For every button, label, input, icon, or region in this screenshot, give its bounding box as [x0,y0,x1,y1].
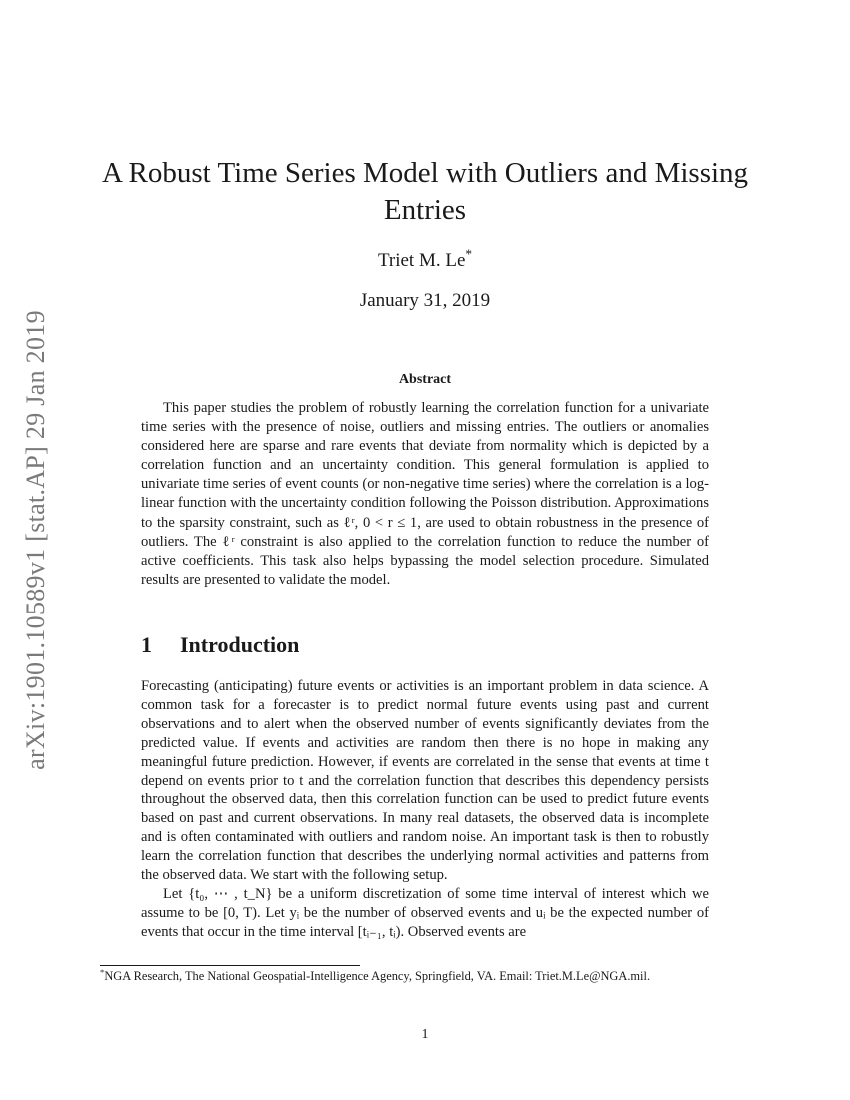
intro-paragraph-1: Forecasting (anticipating) future events or activities is an important problem in data science. A common task for a forecaster is to predict normal future events using past and current observations and to alert when the observed number of events significantly deviates from the predicted value. If events and activities are random then there is no hope in making any meaningful future prediction. However, if events are correlated in the sense that events at time t depend on events prior to t and the correlation function that describes this dependency persists throughout the observed data, then this correlation function can be used to predict future events based on past and current observations. In many real datasets, the observed data is incomplete and is often contaminated with outliers and random noise. An important task is then to robustly learn the correlation function that describes the underlying normal activities and patterns from the observed data. We start with the following setup. [141,678,709,884]
author-line [100,246,750,272]
abstract-body: This paper studies the problem of robustly learning the correlation function for a univariate time series with the presence of noise, outliers and missing entries. The outliers or anomalies considered here are sparse and rare events that deviate from normality which is depicted by a correlation function and an uncertainty condition. This general formulation is applied to univariate time series of event counts (or non-negative time series) where the correlation is a log-linear function with the uncertainty condition following the Poisson distribution. Approximations to the sparsity constraint, such as ℓʳ, 0 < r ≤ 1, are used to obtain robustness in the presence of outliers. The ℓʳ constraint is also applied to the correlation function to reduce the number of active coefficients. This task also helps bypassing the model selection procedure. Simulated results are presented to validate the model. [141,400,709,588]
footnote-text: NGA Research, The National Geospatial-Intelligence Agency, Springfield, VA. Email: Triet.M.Le@NGA.mil. [104,969,651,983]
footnote-mark: * [100,966,105,977]
section-heading [141,632,709,658]
introduction-body [141,677,709,942]
intro-paragraph-2: Let {t₀, ⋯ , t_N} be a uniform discretization of some time interval of interest which we assume to be [0, T). Let yᵢ be the number of observed events and uᵢ be the expected number of events that occur in the time interval [tᵢ₋₁, tᵢ). Observed events are [141,885,709,940]
section-number: 1 [141,632,152,657]
author-footnote-mark: * [465,246,473,262]
abstract-heading: Abstract [398,372,452,387]
paper-title: A Robust Time Series Model with Outliers and Missing Entries [101,157,749,226]
arxiv-stamp-text: arXiv:1901.10589v1 [stat.AP] 29 Jan 2019 [21,310,50,770]
paper-date: January 31, 2019 [359,290,491,311]
footnote-rule [100,965,360,966]
author-name: Triet M. Le [377,250,466,271]
arxiv-stamp [6,300,66,780]
section-title: Introduction [180,632,300,657]
footnote [100,968,750,985]
page-number: 1 [421,1027,429,1042]
